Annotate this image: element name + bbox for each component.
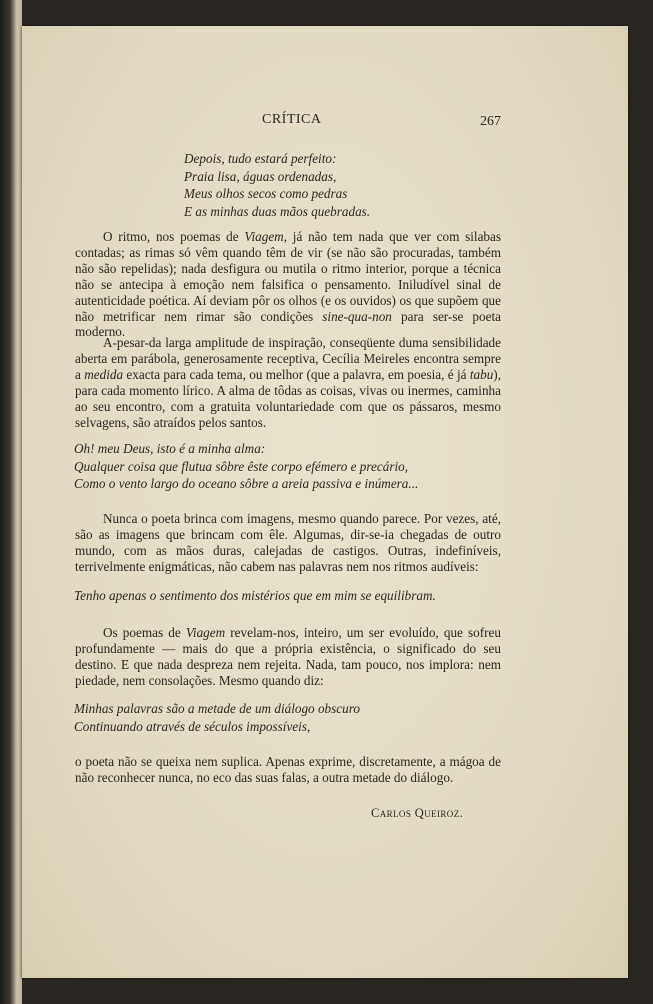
paragraph-images: Nunca o poeta brinca com imagens, mesmo quando parece. Por vezes, até, são as imagens que brincam com êle. Algumas, dir-se-ia chegadas de outro mundo, com as mãos duras, calejadas de castigos. Outras, indefiníveis, terrivelmente enigmáticas, não cabem nas palavras nem nos ritmos audíveis: — [75, 511, 501, 574]
author-signature: Carlos Queiroz. — [371, 806, 464, 820]
verse-quote-1 — [184, 150, 370, 220]
verse-line: Depois, tudo estará perfeito: — [184, 151, 337, 166]
verse-line: Meus olhos secos como pedras — [184, 186, 348, 201]
paragraph-closing: o poeta não se queixa nem suplica. Apenas exprime, discretamente, a mágoa de não reconhecer nunca, no eco das suas falas, a outra metade do diálogo. — [75, 754, 501, 785]
paragraph-inspiration: A-pesar-da larga amplitude de inspiração, conseqüente duma sensibilidade aberta em parábola, generosamente receptiva, Cecília Meireles encontra sempre a medida exacta para cada tema, ou melhor (que a palavra, em poesia, é já tabu), para cada momento lírico. A alma de tôdas as coisas, vivas ou inermes, caminha ao seu encontro, com a gratuita voluntariedade com que os pássaros, mesmo selvagens, são atraídos pelos santos. — [75, 335, 501, 430]
verse-quote-3 — [74, 587, 436, 605]
book-gutter — [0, 0, 22, 1004]
verse-line: Tenho apenas o sentimento dos mistérios que em mim se equilibram. — [74, 588, 436, 603]
verse-quote-2 — [74, 440, 418, 493]
verse-quote-4 — [74, 700, 360, 735]
paragraph-viagem: Os poemas de Viagem revelam-nos, inteiro, um ser evoluído, que sofreu profundamente — mais do que a própria existência, o significado do seu destino. E que nada despreza nem rejeita. Nada, tam pouco, nos implora: nem piedade, nem consolações. Mesmo quando diz: — [75, 625, 502, 688]
verse-line: Qualquer coisa que flutua sôbre êste corpo efémero e precário, — [74, 458, 409, 474]
verse-line: E as minhas duas mãos quebradas. — [184, 203, 371, 219]
book-page — [22, 26, 628, 978]
verse-line: Oh! meu Deus, isto é a minha alma: — [74, 441, 266, 456]
verse-line: Praia lisa, águas ordenadas, — [184, 168, 337, 184]
page-number: 267 — [480, 114, 501, 129]
paragraph-rhythm: O ritmo, nos poemas de Viagem, já não tem nada que ver com silabas contadas; as rimas só vêm quando têm de vir (se não são procuradas, também não são repelidas); nada desfigura ou mutila o ritmo interior, porque a técnica não se antecipa à emoção nem falsifica o pensamento. Iniludível sinal de autenticidade poética. Aí deviam pôr os olhos (e os ouvidos) os que supõem que não metrificar nem rimar são condições sine-qua-non para ser-se poeta moderno. — [75, 229, 502, 340]
running-header: CRÍTICA — [262, 112, 322, 127]
verse-line: Minhas palavras são a metade de um diálogo obscuro — [74, 701, 360, 716]
verse-line: Continuando através de séculos impossíveis, — [74, 718, 311, 734]
verse-line: Como o vento largo do oceano sôbre a areia passiva e inúmera... — [74, 476, 419, 491]
